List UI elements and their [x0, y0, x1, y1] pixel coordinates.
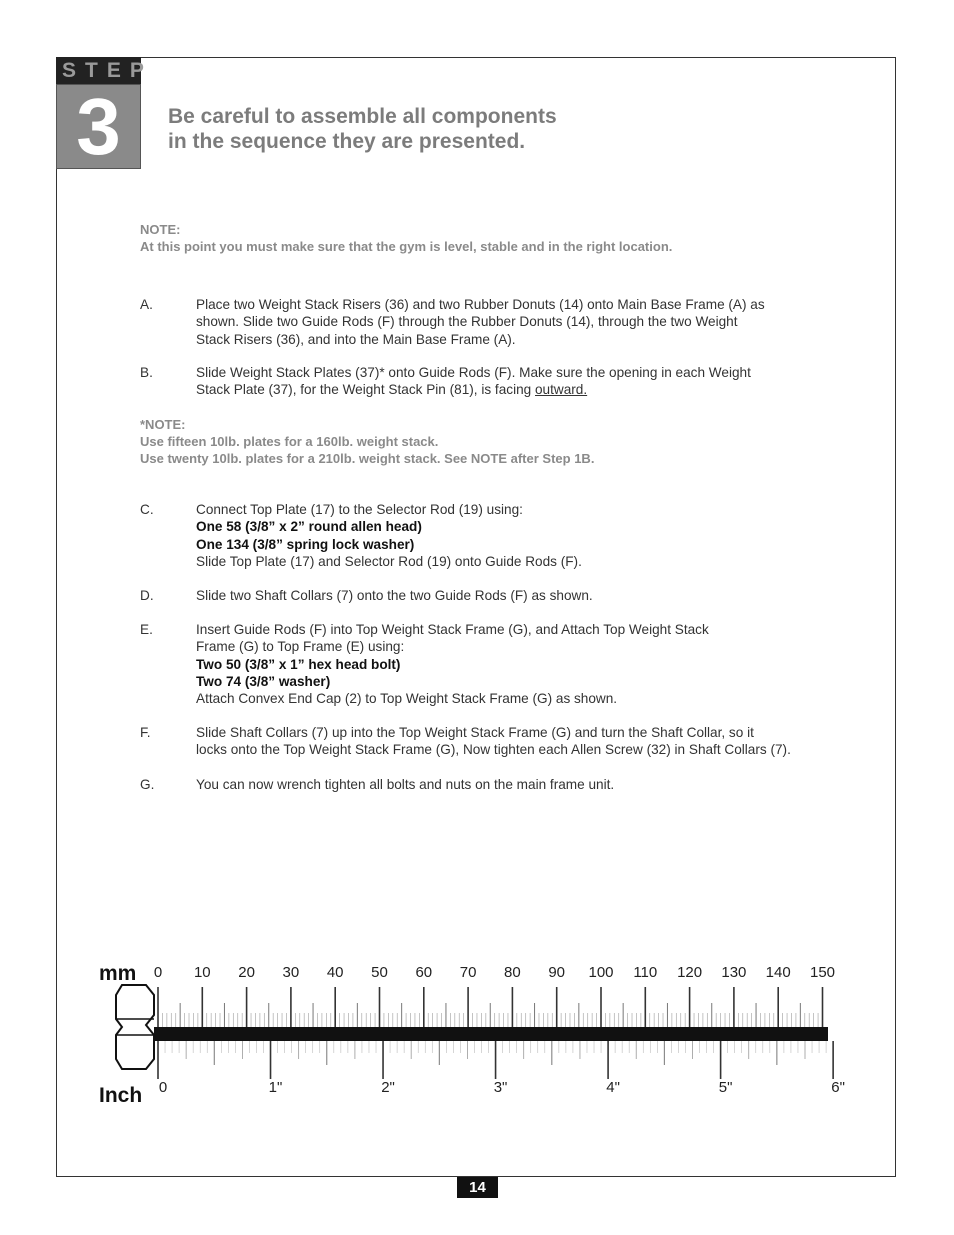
instruction-letter: E.	[140, 622, 153, 637]
instruction-line: Slide Shaft Collars (7) up into the Top Weight Stack Frame (G) and turn the Shaft Collar, so it	[196, 725, 754, 740]
step-number: 3	[76, 82, 121, 171]
bolt-ruler	[96, 955, 866, 1115]
mm-tick-label: 150	[809, 964, 836, 981]
instruction-line: Frame (G) to Top Frame (E) using:	[196, 639, 405, 655]
mm-tick-label: 90	[548, 964, 566, 981]
ruler-graphic	[96, 955, 866, 1115]
instruction-letter: F.	[140, 725, 151, 740]
inch-tick-label: 4"	[606, 1079, 620, 1096]
mm-tick-label: 130	[721, 964, 747, 981]
headline-line: Be careful to assemble all components	[168, 105, 557, 128]
mm-tick-label: 80	[504, 964, 521, 981]
mm-label: mm	[99, 962, 137, 985]
instruction-text: Stack Plate (37), for the Weight Stack Pin (81), is facing	[196, 382, 535, 398]
step-badge	[56, 57, 153, 171]
note-text: Use fifteen 10lb. plates for a 160lb. weight stack.	[140, 434, 439, 449]
underlined-text: outward.	[535, 382, 588, 398]
instruction-line	[196, 381, 836, 398]
mm-tick-label: 110	[633, 964, 658, 981]
bolt-shaft	[154, 1027, 828, 1041]
inch-tick-label: 2"	[381, 1079, 395, 1096]
hardware-line: One 58 (3/8” x 2” round allen head)	[196, 519, 422, 535]
note-level	[140, 221, 840, 255]
instruction-letter: C.	[140, 502, 154, 517]
instruction-line: locks onto the Top Weight Stack Frame (G), Now tighten each Allen Screw (32) in Shaft Collars (7).	[196, 742, 791, 758]
step-number-box	[56, 84, 141, 169]
mm-tick-label: 20	[238, 964, 255, 981]
instruction-line: Stack Risers (36), and into the Main Base Frame (A).	[196, 331, 516, 347]
inch-label: Inch	[99, 1084, 143, 1107]
inch-tick-label: 3"	[493, 1079, 508, 1096]
step-label: STEP	[56, 57, 141, 84]
instruction-line: Insert Guide Rods (F) into Top Weight Stack Frame (G), and Attach Top Weight Stack	[196, 622, 709, 637]
instruction-letter: G.	[140, 777, 155, 792]
inch-tick-label: 5"	[718, 1079, 733, 1096]
instruction-line: Attach Convex End Cap (2) to Top Weight Stack Frame (G) as shown.	[196, 691, 618, 707]
mm-tick-label: 30	[282, 964, 300, 981]
note-plates	[140, 416, 840, 467]
mm-tick-label: 70	[459, 964, 477, 981]
page-number: 14	[457, 1177, 498, 1198]
note-title: *NOTE:	[140, 417, 186, 432]
instruction-letter: B.	[140, 365, 153, 380]
instruction-line: You can now wrench tighten all bolts and nuts on the main frame unit.	[196, 777, 615, 792]
inch-tick-label: 1"	[268, 1079, 283, 1096]
instruction-letter: D.	[140, 588, 154, 603]
bolt-head-icon	[116, 985, 154, 1069]
instruction-letter: A.	[140, 297, 153, 312]
mm-tick-label: 60	[415, 964, 433, 981]
mm-tick-label: 140	[765, 964, 791, 981]
instruction-line: Slide two Shaft Collars (7) onto the two Guide Rods (F) as shown.	[196, 588, 593, 603]
page-headline	[168, 104, 768, 154]
note-title: NOTE:	[140, 222, 181, 237]
mm-tick-label: 10	[193, 964, 211, 981]
mm-tick-label: 40	[326, 964, 344, 981]
hardware-line: Two 74 (3/8” washer)	[196, 673, 331, 689]
mm-tick-label: 0	[153, 964, 163, 981]
instruction-line: Slide Top Plate (17) and Selector Rod (19) onto Guide Rods (F).	[196, 553, 582, 569]
hardware-line: One 134 (3/8” spring lock washer)	[196, 536, 415, 552]
instruction-line: Connect Top Plate (17) to the Selector Rod (19) using:	[196, 502, 523, 517]
instruction-line: Place two Weight Stack Risers (36) and two Rubber Donuts (14) onto Main Base Frame (A) as	[196, 297, 765, 312]
mm-tick-label: 50	[371, 964, 388, 981]
mm-tick-label: 100	[588, 964, 614, 981]
inch-tick-label: 6"	[831, 1079, 845, 1096]
headline-line: in the sequence they are presented.	[168, 130, 526, 153]
note-text: Use twenty 10lb. plates for a 210lb. weight stack. See NOTE after Step 1B.	[140, 451, 595, 466]
hardware-line: Two 50 (3/8” x 1” hex head bolt)	[196, 656, 401, 672]
note-text: At this point you must make sure that the gym is level, stable and in the right location.	[140, 239, 673, 254]
inch-tick-label: 0	[158, 1079, 168, 1096]
mm-tick-label: 120	[677, 964, 703, 981]
instruction-line: Slide Weight Stack Plates (37)* onto Guide Rods (F). Make sure the opening in each Weight	[196, 365, 751, 380]
instruction-line: shown. Slide two Guide Rods (F) through the Rubber Donuts (14), through the two Weight	[196, 314, 738, 330]
